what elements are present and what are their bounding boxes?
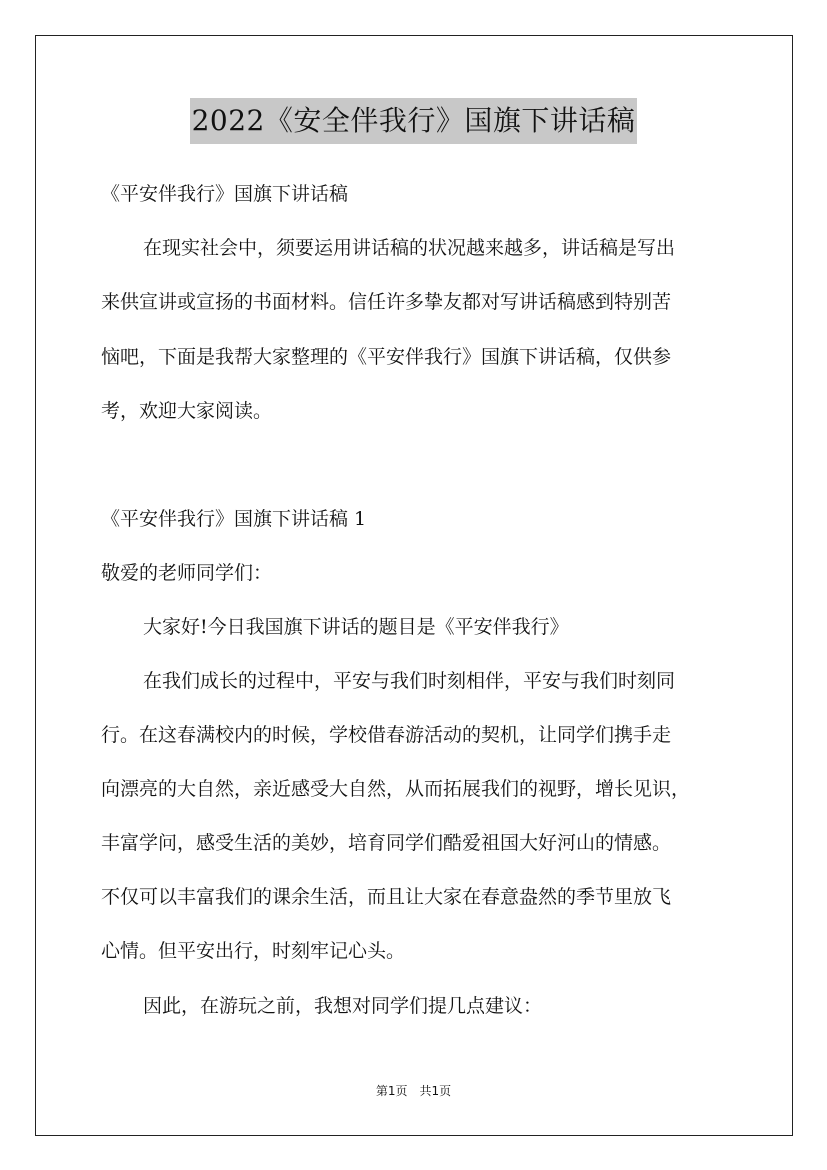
paragraph-line: 恼吧，下面是我帮大家整理的《平安伴我行》国旗下讲话稿，仅供参 [101,346,672,368]
paragraph-line: 大家好!今日我国旗下讲话的题目是《平安伴我行》 [143,616,569,638]
paragraph-line: 在我们成长的过程中，平安与我们时刻相伴，平安与我们时刻同 [143,670,676,692]
page-footer: 第1页 共1页 [375,1084,452,1098]
paragraph-line: 不仅可以丰富我们的课余生活，而且让大家在春意盎然的季节里放飞 [101,886,672,908]
paragraph-line: 丰富学问，感受生活的美妙，培育同学们酷爱祖国大好河山的情感。 [101,832,672,854]
paragraph-line: 因此，在游玩之前，我想对同学们提几点建议： [143,995,543,1017]
salutation-line: 敬爱的老师同学们： [101,562,273,584]
document-title: 2022《安全伴我行》国旗下讲话稿 [190,98,638,144]
subtitle-line: 《平安伴我行》国旗下讲话稿 [101,183,349,205]
paragraph-line: 考，欢迎大家阅读。 [101,400,273,422]
paragraph-line: 来供宣讲或宣扬的书面材料。信任许多挚友都对写讲话稿感到特别苦 [101,291,672,313]
paragraph-line: 向漂亮的大自然，亲近感受大自然，从而拓展我们的视野，增长见识， [101,778,691,800]
paragraph-line: 行。在这春满校内的时候，学校借春游活动的契机，让同学们携手走 [101,724,672,746]
title-container [0,98,827,144]
paragraph-line: 在现实社会中，须要运用讲话稿的状况越来越多，讲话稿是写出 [143,237,676,259]
section-heading: 《平安伴我行》国旗下讲话稿 1 [101,508,367,530]
paragraph-line: 心情。但平安出行，时刻牢记心头。 [101,940,406,962]
